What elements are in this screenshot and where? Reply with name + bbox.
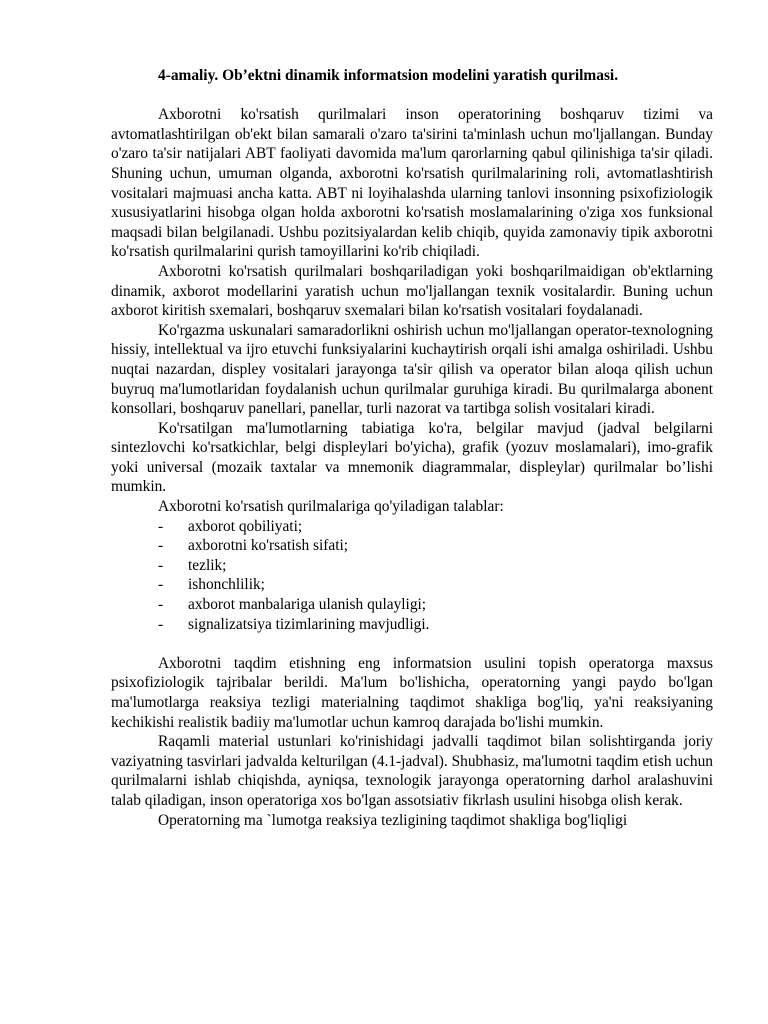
- list-dash: -: [158, 537, 164, 555]
- paragraph-last-line: Operatorning ma `lumotga reaksiya tezligining taqdimot shakliga bog'liqligi: [158, 811, 628, 829]
- paragraph-table-comparison: Raqamli material ustunlari ko'rinishidagi jadvalli taqdimot bilan solishtirganda joriy vaziyatning tasvirlari jadvalda kelturilgan (4.1-jadval). Shubhasiz, ma'lumotni taqdim etish uchun qurilmalarni ishlab chiqishda, ayniqsa, texnologik jarayonga operatorning darhol aralashuvini talab qiladigan, inson operatoriga xos bo'lgan assotsiativ fikrlash usulini hisobga olish kerak.: [111, 733, 714, 809]
- list-item-text: signalizatsiya tizimlarining mavjudligi.: [188, 615, 430, 633]
- list-item: [111, 536, 713, 556]
- list-dash: -: [158, 556, 164, 574]
- list-dash: -: [158, 615, 164, 633]
- list-item-text: axborot qobiliyati;: [188, 517, 303, 535]
- list-item-text: tezlik;: [188, 556, 227, 574]
- requirements-list: [111, 517, 713, 635]
- list-item-text: axborot manbalariga ulanish qulayligi;: [188, 596, 427, 614]
- list-item: [111, 575, 713, 595]
- list-item: [111, 615, 713, 635]
- paragraph-devices-purpose: Axborotni ko'rsatish qurilmalari boshqariladigan yoki boshqarilmaidigan ob'ektlarning dinamik, axborot modellarini yaratish uchun mo'ljallangan texnik vositalardir. Buning uchun axborot kiritish sxemalari, boshqaruv sxemalari bilan ko'rsatish vositalari foydalanadi.: [111, 262, 713, 320]
- paragraph-information-method: Axborotni taqdim etishning eng informatsion usulini topish operatorga maxsus psixofiziologik tajribalar berildi. Ma'lum bo'lishicha, operatorning yangi paydo bo'lgan ma'lumotlarga reaksiya tezligi materialning taqdimot shakliga bog'liq, ya'ni reaksiyaning kechikishi realistik badiiy ma'lumotlar uchun kamroq darajada bo'lishi mumkin.: [111, 654, 713, 731]
- list-item: [111, 595, 713, 615]
- list-item-text: axborotni ko'rsatish sifati;: [188, 537, 349, 555]
- list-item: [111, 556, 713, 576]
- list-item: [111, 517, 713, 537]
- paragraph-data-nature: Ko'rsatilgan ma'lumotlarning tabiatiga ko'ra, belgilar mavjud (jadval belgilarni sintezlovchi ko'rsatkichlar, belgi displeylari bo'yicha), grafik (yozuv moslamalari), imo-grafik yoki universal (mozaik taxtalar va mnemonik diagrammalar, displeylar) qurilmalar bo’lishi mumkin.: [111, 419, 713, 496]
- list-item-text: ishonchlilik;: [188, 576, 265, 594]
- paragraph-intro: Axborotni ko'rsatish qurilmalari inson operatorining boshqaruv tizimi va avtomatlashtirilgan ob'ekt bilan samarali o'zaro ta'sirini ta'minlash uchun mo'ljallangan. Bunday o'zaro ta'sir natijalari ABT faoliyati davomida ma'lum qarorlarning qabul qilinishiga ta'sir qiladi. Shuning uchun, umuman olganda, axborotni ko'rsatish qurilmalarining roli, avtomatlashtirish vositalari majmuasi ancha katta. ABT ni loyihalashda ularning tanlovi insonning psixofiziologik xususiyatlarini hisobga olgan holda axborotni ko'rsatish moslamalarining o'ziga xos funksional maqsadi bilan belgilanadi. Ushbu pozitsiyalardan kelib chiqib, quyida zamonaviy tipik axborotni ko'rsatish qurilmalarini qurish tamoyillarini ko'rib chiqiladi.: [111, 106, 713, 261]
- list-dash: -: [158, 576, 164, 594]
- paragraph-display-equipment: Ko'rgazma uskunalari samaradorlikni oshirish uchun mo'ljallangan operator-texnologning hissiy, intellektual va ijro etuvchi funksiyalarini kuchaytirish orqali ishi amalga oshiriladi. Ushbu nuqtai nazardan, displey vositalari jarayonga ta'sir qilish va operator bilan aloqa qilish uchun buyruq ma'lumotlaridan foydalanish uchun qurilmalar guruhiga kiradi. Bu qurilmalarga abonent konsollari, boshqaruv panellari, panellar, turli nazorat va tartibga solish vositalari kiradi.: [111, 321, 713, 418]
- document-title: 4-amaliy. Ob’ektni dinamik informatsion modelini yaratish qurilmasi.: [158, 67, 619, 84]
- blank-line: [111, 634, 713, 654]
- list-dash: -: [158, 596, 164, 614]
- document-page: [111, 66, 713, 830]
- requirements-intro: Axborotni ko'rsatish qurilmalariga qo'yiladigan talablar:: [158, 498, 504, 516]
- list-dash: -: [158, 517, 164, 535]
